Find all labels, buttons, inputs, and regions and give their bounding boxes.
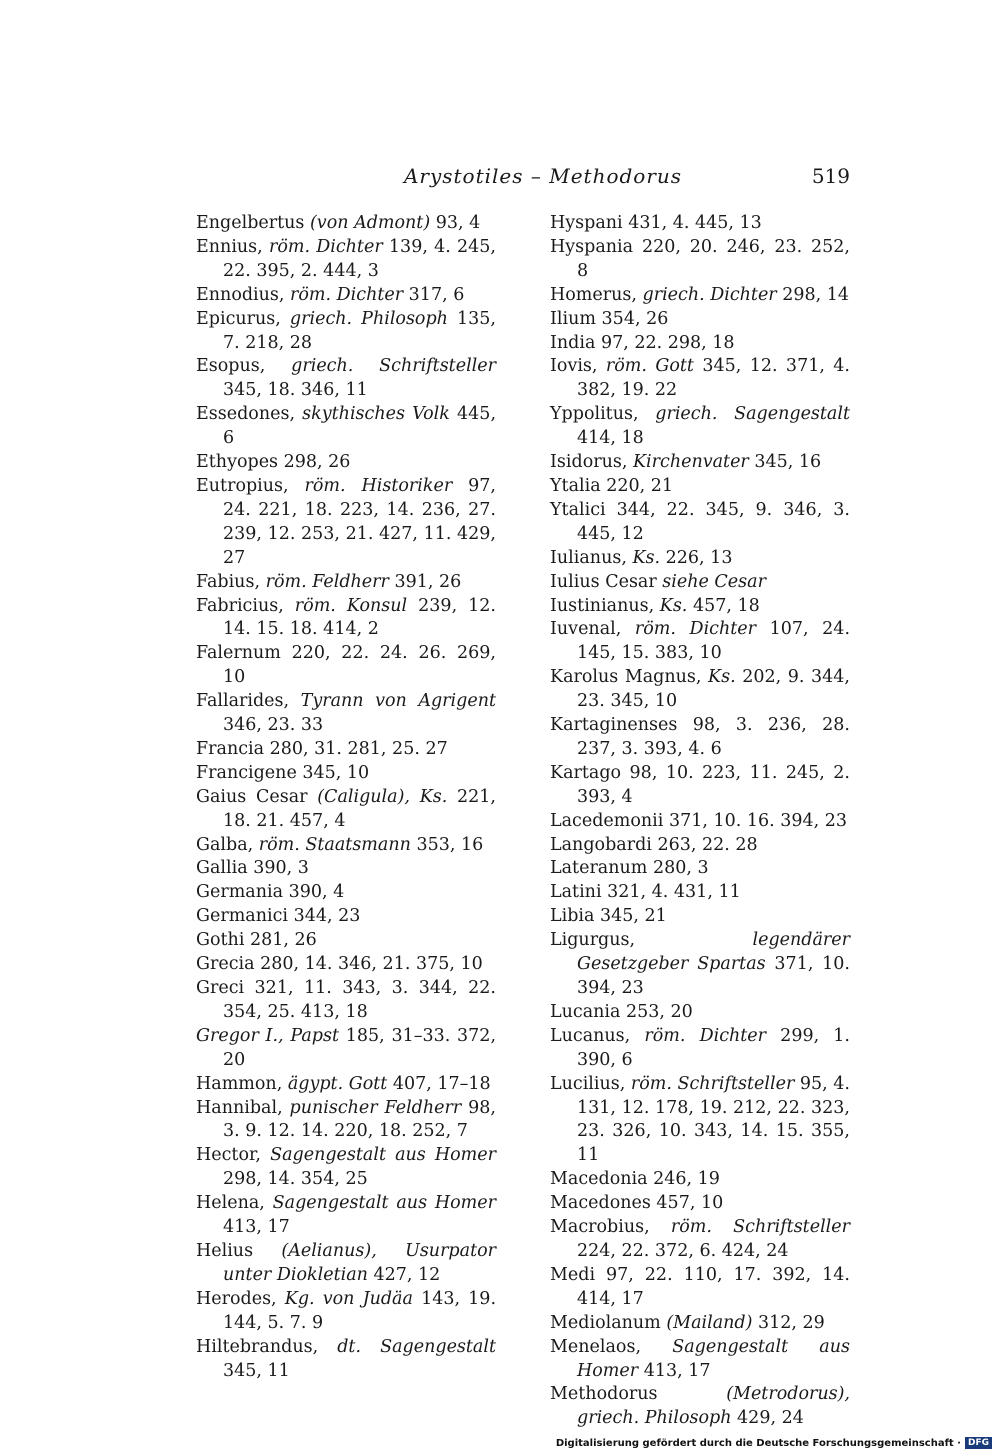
entry-references: 224, 22. 372, 6. 424, 24	[577, 1240, 789, 1261]
entry-references: 280, 14. 346, 21. 375, 10	[254, 954, 483, 975]
entry-name: Lacedemonii	[550, 810, 664, 831]
index-column-right	[550, 212, 850, 1431]
entry-description: Ks.	[654, 595, 688, 616]
index-entry	[550, 1025, 850, 1073]
entry-description: skythisches Volk	[295, 404, 450, 425]
dfg-logo: DFG	[965, 1437, 992, 1449]
entry-name: Iovis,	[550, 356, 598, 377]
entry-references: 345, 18. 346, 11	[223, 380, 368, 401]
running-head	[196, 162, 850, 192]
index-entry	[196, 762, 496, 786]
entry-name: Hyspania	[550, 236, 634, 257]
index-entry	[550, 1216, 850, 1264]
index-entry	[550, 236, 850, 284]
entry-name: Lucania	[550, 1001, 621, 1022]
entry-references: 226, 13	[660, 547, 733, 568]
entry-references: 95, 4. 131, 12. 178, 19. 212, 22. 323, 23. 326, 10. 343, 14. 15. 355, 11	[577, 1073, 850, 1166]
index-entry	[196, 857, 496, 881]
entry-name: Fallarides,	[196, 691, 290, 712]
entry-references: 429, 24	[731, 1408, 804, 1429]
entry-references: 344, 23	[288, 906, 361, 927]
entry-name: Macedones	[550, 1193, 651, 1214]
entry-references: 97, 22. 298, 18	[595, 332, 735, 353]
index-entry	[196, 451, 496, 475]
entry-description: Ks.	[701, 667, 736, 688]
index-entry	[196, 1025, 496, 1073]
entry-name: Ennodius,	[196, 284, 285, 305]
entry-description: Sagengestalt aus Homer	[261, 1145, 496, 1166]
entry-references: 445, 6	[223, 404, 497, 449]
index-entry	[550, 1073, 850, 1169]
index-entry	[550, 403, 850, 451]
entry-description: (Metrodorus), griech. Philosoph	[577, 1384, 850, 1429]
entry-name: Kartaginenses	[550, 715, 678, 736]
entry-name: Gothi	[196, 930, 245, 951]
entry-description: röm. Dichter	[630, 1025, 767, 1046]
entry-name: Hyspani	[550, 213, 623, 233]
index-entry	[550, 1312, 850, 1336]
entry-description: griech. Dichter	[636, 284, 777, 305]
entry-references: 321, 11. 343, 3. 344, 22. 354, 25. 413, 18	[223, 978, 496, 1022]
entry-references: 391, 26	[388, 571, 462, 592]
index-entry	[196, 738, 496, 762]
entry-name: Iulius Cesar	[550, 571, 657, 592]
index-entry	[550, 1001, 850, 1025]
entry-description: punischer Feldherr	[282, 1097, 462, 1118]
entry-references: 253, 20	[620, 1001, 693, 1022]
entry-references: 280, 3	[647, 858, 709, 879]
entry-description: siehe Cesar	[656, 571, 766, 592]
entry-name: India	[550, 332, 596, 353]
index-entry	[550, 499, 850, 547]
entry-references: 299, 1. 390, 6	[577, 1025, 850, 1070]
entry-description: dt. Sagengestalt	[318, 1336, 496, 1357]
entry-name: Falernum	[196, 643, 281, 664]
entry-name: Fabricius,	[196, 595, 284, 616]
index-entry	[550, 618, 850, 666]
entry-references: 298, 14. 354, 25	[223, 1169, 368, 1190]
index-entry	[196, 690, 496, 738]
entry-references: 97, 22. 110, 17. 392, 14. 414, 17	[577, 1264, 850, 1309]
entry-description: (Aelianus), Usurpator unter Diokletian	[223, 1240, 496, 1285]
index-entry	[196, 642, 496, 690]
index-entry	[550, 857, 850, 881]
index-entry	[196, 1336, 496, 1384]
entry-references: 346, 23. 33	[223, 715, 324, 736]
entry-description: griech. Philosoph	[280, 308, 448, 329]
index-entry	[550, 905, 850, 929]
index-entry	[196, 1073, 496, 1097]
index-entry	[550, 834, 850, 858]
index-entry	[550, 929, 850, 1001]
entry-references: 220, 22. 24. 26. 269, 10	[223, 643, 496, 688]
index-entry	[196, 881, 496, 905]
running-head-title: Arystotiles – Methodorus	[403, 164, 683, 188]
entry-references: 427, 12	[367, 1264, 441, 1285]
index-entry	[196, 1097, 496, 1145]
entry-name: Macrobius,	[550, 1217, 650, 1238]
entry-references: 390, 3	[247, 858, 309, 879]
entry-references: 321, 4. 431, 11	[601, 882, 741, 903]
entry-name: Gallia	[196, 858, 248, 879]
entry-references: 353, 16	[410, 834, 484, 855]
entry-references: 345, 10	[296, 762, 370, 783]
entry-references: 407, 17–18	[387, 1073, 491, 1094]
entry-description: (Mailand)	[660, 1312, 753, 1333]
entry-description: Tyrann von Agrigent	[289, 691, 496, 712]
entry-references: 98, 3. 236, 28. 237, 3. 393, 4. 6	[577, 715, 850, 759]
index-entry	[196, 1144, 496, 1192]
entry-references: 414, 18	[577, 428, 644, 449]
index-entry	[550, 212, 850, 236]
index-entry	[196, 403, 496, 451]
entry-references: 345, 16	[748, 452, 822, 473]
entry-name: Hiltebrandus,	[196, 1336, 319, 1357]
entry-name: Grecia	[196, 954, 255, 975]
entry-name: Latini	[550, 882, 602, 903]
entry-name: Karolus Magnus,	[550, 667, 702, 688]
entry-name: Ethyopes	[196, 452, 279, 473]
entry-name: Germanici	[196, 906, 288, 927]
index-entry	[550, 762, 850, 810]
entry-name: Eutropius,	[196, 475, 289, 496]
entry-name: Epicurus,	[196, 308, 281, 329]
entry-references: 239, 12. 14. 15. 18. 414, 2	[223, 595, 496, 640]
index-entry	[196, 284, 496, 308]
entry-references: 135, 7. 218, 28	[223, 308, 496, 353]
entry-references: 431, 4. 445, 13	[622, 213, 762, 233]
entry-description: röm. Feldherr	[260, 571, 389, 592]
entry-references: 298, 14	[776, 284, 850, 305]
entry-references: 221, 18. 21. 457, 4	[223, 786, 496, 831]
entry-references: 390, 4	[283, 882, 345, 903]
entry-references: 202, 9. 344, 23. 345, 10	[577, 667, 850, 712]
index-entry	[550, 1192, 850, 1216]
index-entry	[196, 786, 496, 834]
index-entry	[550, 1383, 850, 1431]
entry-description: röm. Dichter	[284, 284, 404, 305]
index-entry	[550, 332, 850, 356]
index-entry	[196, 977, 496, 1025]
index-entry	[550, 308, 850, 332]
entry-name: Ilium	[550, 308, 596, 329]
index-column-left	[196, 212, 496, 1383]
entry-name: Lateranum	[550, 858, 648, 879]
index-entry	[550, 881, 850, 905]
entry-references: 413, 17	[638, 1360, 711, 1381]
entry-name: Engelbertus	[196, 213, 305, 233]
entry-name: Homerus,	[550, 284, 637, 305]
footer-credit	[556, 1437, 992, 1449]
entry-references: 457, 10	[650, 1193, 724, 1214]
entry-references: 371, 10. 394, 23	[577, 954, 850, 998]
entry-description: griech. Schriftsteller	[265, 356, 496, 377]
entry-references: 143, 19. 144, 5. 7. 9	[223, 1288, 497, 1333]
entry-name: Greci	[196, 978, 245, 998]
entry-name: Mediolanum	[550, 1312, 661, 1333]
index-entry	[196, 953, 496, 977]
entry-references: 317, 6	[403, 284, 465, 305]
entry-references: 281, 26	[244, 930, 317, 951]
entry-description: Gregor I., Papst	[196, 1025, 339, 1046]
index-entry	[550, 1336, 850, 1384]
index-entry	[550, 284, 850, 308]
entry-references: 98, 10. 223, 11. 245, 2. 393, 4	[577, 762, 850, 807]
entry-references: 97, 24. 221, 18. 223, 14. 236, 27. 239, 12. 253, 21. 427, 11. 429, 27	[223, 475, 496, 568]
entry-references: 298, 26	[278, 452, 351, 473]
entry-references: 344, 22. 345, 9. 346, 3. 445, 12	[577, 499, 850, 544]
entry-references: 185, 31–33. 372, 20	[223, 1025, 497, 1070]
index-entry	[196, 834, 496, 858]
entry-description: (Caligula), Ks.	[307, 786, 448, 807]
entry-name: Iulianus,	[550, 547, 627, 568]
entry-references: 263, 22. 28	[651, 834, 758, 855]
entry-references: 413, 17	[223, 1217, 290, 1238]
entry-references: 246, 19	[647, 1169, 720, 1190]
index-entry	[550, 571, 850, 595]
index-entry	[196, 905, 496, 929]
entry-name: Lucilius,	[550, 1073, 626, 1094]
index-entry	[196, 1192, 496, 1240]
index-entry	[550, 714, 850, 762]
entry-description: Sagengestalt aus Homer	[577, 1336, 850, 1381]
index-entry	[196, 929, 496, 953]
entry-name: Isidorus,	[550, 452, 628, 473]
entry-name: Methodorus	[550, 1384, 658, 1405]
index-entry	[196, 308, 496, 356]
entry-references: 98, 3. 9. 12. 14. 220, 18. 252, 7	[223, 1097, 496, 1142]
index-entry	[196, 1240, 496, 1288]
entry-references: 354, 26	[595, 308, 669, 329]
entry-name: Hannibal,	[196, 1097, 283, 1118]
entry-name: Ytalia	[550, 475, 601, 496]
index-entry	[550, 355, 850, 403]
index-entry	[196, 355, 496, 403]
index-entry	[196, 475, 496, 571]
entry-name: Fabius,	[196, 571, 261, 592]
entry-name: Yppolitus,	[550, 404, 639, 425]
entry-references: 457, 18	[687, 595, 760, 616]
entry-name: Essedones,	[196, 404, 296, 425]
entry-name: Francigene	[196, 762, 297, 783]
entry-references: 345, 11	[223, 1360, 290, 1381]
entry-references: 93, 4	[430, 213, 481, 233]
entry-name: Helena,	[196, 1193, 265, 1214]
entry-name: Kartago	[550, 762, 622, 783]
index-entry	[196, 1288, 496, 1336]
entry-references: 107, 24. 145, 15. 383, 10	[577, 619, 851, 664]
index-entry	[196, 212, 496, 236]
index-entry	[196, 236, 496, 284]
entry-description: ägypt. Gott	[282, 1073, 388, 1094]
entry-name: Helius	[196, 1240, 254, 1261]
entry-description: (von Admont)	[304, 213, 431, 233]
index-entry	[550, 1168, 850, 1192]
entry-references: 371, 10. 16. 394, 23	[663, 810, 848, 831]
entry-description: röm. Schriftsteller	[625, 1073, 795, 1094]
index-entry	[550, 475, 850, 499]
entry-references: 220, 20. 246, 23. 252, 8	[577, 236, 850, 281]
entry-description: röm. Schriftsteller	[649, 1217, 850, 1238]
entry-description: Sagengestalt aus Homer	[264, 1193, 496, 1214]
entry-name: Herodes,	[196, 1288, 277, 1309]
entry-description: röm. Historiker	[288, 475, 453, 496]
entry-description: Kirchenvater	[627, 452, 749, 473]
entry-name: Iustinianus,	[550, 595, 655, 616]
index-entry	[550, 451, 850, 475]
entry-name: Hammon,	[196, 1073, 283, 1094]
entry-name: Ligurgus,	[550, 930, 636, 951]
entry-description: griech. Sagengestalt	[638, 404, 850, 425]
entry-references: 312, 29	[752, 1312, 825, 1333]
entry-name: Galba,	[196, 834, 254, 855]
entry-name: Gaius Cesar	[196, 786, 308, 807]
index-entry	[550, 1264, 850, 1312]
entry-name: Iuvenal,	[550, 619, 622, 640]
entry-description: röm. Dichter	[621, 619, 757, 640]
index-entry	[550, 810, 850, 834]
entry-description: Ks.	[626, 547, 661, 568]
entry-description: legendärer Gesetzgeber Spartas	[577, 930, 850, 975]
entry-name: Ytalici	[550, 499, 606, 520]
entry-references: 345, 21	[594, 906, 667, 927]
index-entry	[196, 595, 496, 643]
page-number: 519	[811, 164, 850, 188]
index-entry	[550, 547, 850, 571]
entry-name: Lucanus,	[550, 1025, 631, 1046]
footer-text: Digitalisierung gefördert durch die Deutsche Forschungsgemeinschaft ·	[555, 1437, 961, 1449]
entry-description: röm. Dichter	[262, 236, 383, 257]
entry-name: Macedonia	[550, 1169, 648, 1190]
entry-references: 280, 31. 281, 25. 27	[264, 738, 448, 759]
entry-description: röm. Konsul	[283, 595, 408, 616]
index-entry	[196, 571, 496, 595]
entry-references: 220, 21	[600, 475, 674, 496]
entry-references: 139, 4. 245, 22. 395, 2. 444, 3	[223, 236, 496, 281]
entry-name: Medi	[550, 1264, 596, 1285]
entry-name: Libia	[550, 906, 595, 927]
index-entry	[550, 666, 850, 714]
entry-name: Ennius,	[196, 236, 263, 257]
entry-name: Langobardi	[550, 834, 652, 855]
entry-name: Germania	[196, 882, 284, 903]
entry-references: 345, 12. 371, 4. 382, 19. 22	[577, 356, 850, 401]
index-entry	[550, 595, 850, 619]
entry-name: Esopus,	[196, 356, 266, 377]
entry-name: Hector,	[196, 1145, 261, 1166]
entry-name: Menelaos,	[550, 1336, 642, 1357]
entry-description: Kg. von Judäa	[276, 1288, 413, 1309]
entry-name: Francia	[196, 738, 265, 759]
entry-description: röm. Gott	[597, 356, 694, 377]
entry-description: röm. Staatsmann	[253, 834, 411, 855]
